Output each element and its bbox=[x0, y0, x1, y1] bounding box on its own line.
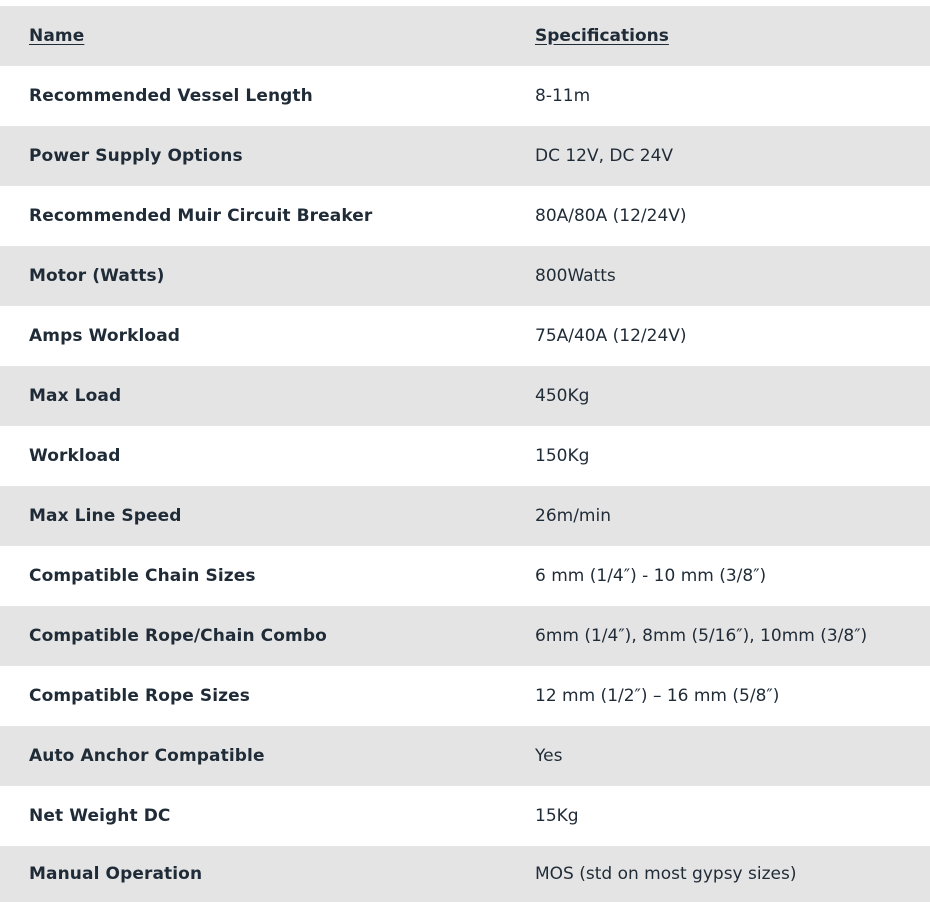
row-spec: 6 mm (1/4″) - 10 mm (3/8″) bbox=[535, 566, 767, 586]
row-spec: 150Kg bbox=[535, 446, 590, 466]
row-spec: 80A/80A (12/24V) bbox=[535, 206, 687, 226]
table-row bbox=[0, 786, 930, 846]
table-row bbox=[0, 186, 930, 246]
row-spec: MOS (std on most gypsy sizes) bbox=[535, 864, 797, 884]
row-spec: 6mm (1/4″), 8mm (5/16″), 10mm (3/8″) bbox=[535, 626, 868, 646]
table-row bbox=[0, 606, 930, 666]
row-name: Recommended Vessel Length bbox=[29, 86, 313, 106]
table-header-row bbox=[0, 6, 930, 66]
row-name: Compatible Rope Sizes bbox=[29, 686, 251, 706]
row-name: Compatible Chain Sizes bbox=[29, 566, 256, 586]
table-row bbox=[0, 666, 930, 726]
row-name: Workload bbox=[29, 446, 121, 466]
row-name: Net Weight DC bbox=[29, 806, 171, 826]
row-name: Recommended Muir Circuit Breaker bbox=[29, 206, 373, 226]
row-name: Amps Workload bbox=[29, 326, 181, 346]
row-name: Auto Anchor Compatible bbox=[29, 746, 265, 766]
row-name: Max Line Speed bbox=[29, 506, 182, 526]
table-row bbox=[0, 546, 930, 606]
column-header-specifications: Specifications bbox=[535, 26, 669, 46]
row-spec: DC 12V, DC 24V bbox=[535, 146, 674, 166]
row-spec: 8-11m bbox=[535, 86, 591, 106]
row-name: Max Load bbox=[29, 386, 122, 406]
row-name: Compatible Rope/Chain Combo bbox=[29, 626, 327, 646]
row-spec: 12 mm (1/2″) – 16 mm (5/8″) bbox=[535, 686, 780, 706]
row-spec: 15Kg bbox=[535, 806, 579, 826]
table-row bbox=[0, 126, 930, 186]
table-row bbox=[0, 726, 930, 786]
row-name: Motor (Watts) bbox=[29, 266, 165, 286]
row-spec: 450Kg bbox=[535, 386, 590, 406]
table-row bbox=[0, 246, 930, 306]
table-row bbox=[0, 66, 930, 126]
row-spec: Yes bbox=[535, 746, 563, 766]
table-row bbox=[0, 366, 930, 426]
row-spec: 800Watts bbox=[535, 266, 616, 286]
specifications-table bbox=[0, 6, 930, 902]
table-row bbox=[0, 486, 930, 546]
row-spec: 75A/40A (12/24V) bbox=[535, 326, 687, 346]
column-header-name: Name bbox=[29, 26, 85, 46]
row-name: Power Supply Options bbox=[29, 146, 243, 166]
table-row bbox=[0, 426, 930, 486]
row-name: Manual Operation bbox=[29, 864, 203, 884]
table-row bbox=[0, 306, 930, 366]
row-spec: 26m/min bbox=[535, 506, 611, 526]
